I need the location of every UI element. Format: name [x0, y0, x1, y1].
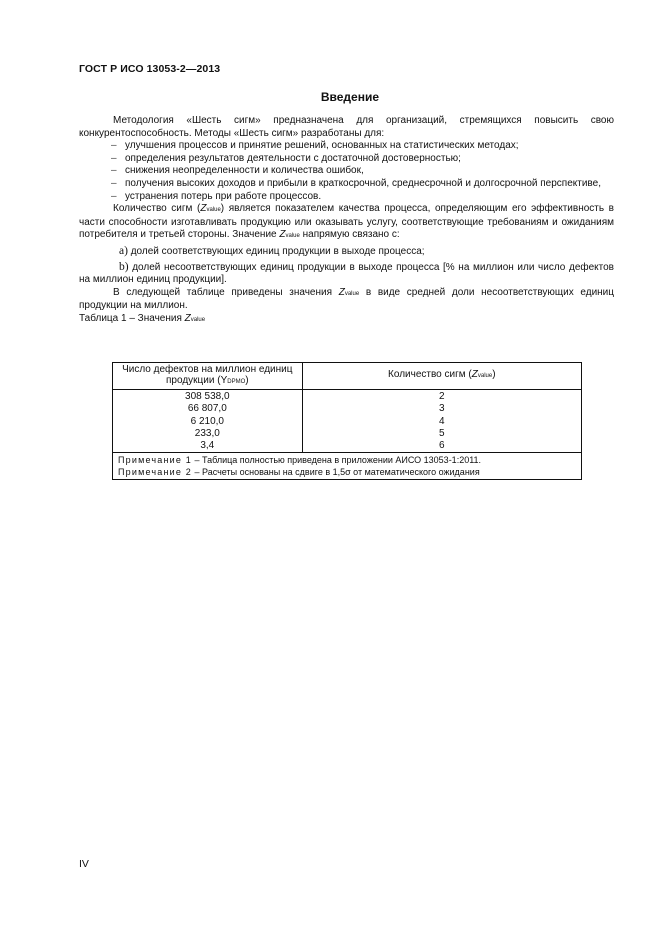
sigma-column	[302, 390, 581, 453]
standard-number: ГОСТ Р ИСО 13053-2—2013	[79, 63, 221, 75]
page-number: IV	[79, 858, 89, 870]
text-run: Количество сигм (	[113, 203, 201, 215]
sigma-value: 3	[439, 403, 445, 415]
dash-marker: –	[111, 190, 117, 202]
item-marker: a)	[119, 244, 128, 257]
z-subscript: value	[190, 316, 206, 323]
list-item	[79, 140, 614, 153]
dpmo-value: 6 210,0	[190, 415, 224, 427]
table-note-1	[118, 454, 576, 466]
list-item	[79, 153, 614, 166]
sigma-table	[112, 362, 582, 480]
dash-marker: –	[111, 140, 117, 152]
dash-marker: –	[111, 177, 117, 189]
text-run: В следующей таблице приведены значения	[113, 286, 339, 298]
text-run: напрямую связано с:	[299, 229, 400, 241]
z-symbol: Z	[471, 369, 478, 381]
header-text: Число дефектов на миллион единиц	[122, 363, 293, 375]
note-label: Примечание 1	[118, 455, 192, 466]
note-text: – Расчеты основаны на сдвиге в 1,5σ от математического ожидания	[192, 467, 480, 478]
note-text: – Таблица полностью приведена в приложении АИСО 13053-1:2011.	[192, 455, 482, 466]
list-item-text: устранения потерь при работе процессов.	[125, 190, 322, 202]
table-row	[113, 390, 582, 453]
list-item-text: определения результатов деятельности с достаточной достоверностью;	[125, 152, 461, 164]
list-item	[79, 178, 614, 191]
paragraph-sigma-count	[79, 203, 614, 243]
z-symbol: Z	[279, 229, 286, 241]
header-sigma	[302, 363, 581, 390]
z-symbol: Z	[200, 203, 207, 215]
header-text: )	[245, 375, 249, 386]
item-marker: b)	[119, 260, 129, 273]
z-subscript: value	[285, 233, 300, 240]
table-notes-row	[113, 453, 582, 480]
header-dpmo	[113, 363, 303, 390]
dpmo-value: 308 538,0	[185, 391, 230, 402]
dash-marker: –	[111, 152, 117, 164]
text-run: в виде средней доли несоответствующих единиц продукции на миллион.	[79, 286, 614, 312]
list-item	[79, 191, 614, 204]
dpmo-column	[113, 390, 303, 453]
caption-text: Таблица 1 – Значения	[79, 312, 185, 324]
sigma-value: 6	[439, 440, 445, 452]
z-subscript: value	[477, 373, 493, 380]
list-item	[79, 165, 614, 178]
z-subscript: value	[206, 207, 221, 214]
sigma-value: 4	[439, 415, 445, 427]
z-symbol: Z	[184, 312, 191, 324]
table-note-2	[118, 466, 576, 478]
dpmo-value: 3,4	[200, 440, 215, 452]
header-text: продукции (	[166, 375, 221, 386]
dpmo-value: 66 807,0	[187, 403, 227, 415]
paragraph-methodology: Методология «Шесть сигм» предназначена для организаций, стремящихся повысить свою конкурентоспособность. Методы «Шесть сигм» разработаны для:	[79, 115, 614, 139]
list-item-a	[79, 245, 614, 259]
note-label: Примечание 2	[118, 467, 192, 478]
list-item-text: долей несоответствующих единиц продукции в выходе процесса [% на миллион или число дефектов на миллион единиц продукции].	[79, 261, 614, 286]
paragraph-table-intro	[79, 287, 614, 313]
sigma-value: 2	[439, 391, 445, 402]
y-symbol: Y	[220, 375, 228, 386]
header-text: )	[492, 369, 496, 381]
dpmo-value: 233,0	[194, 427, 220, 439]
z-symbol: Z	[338, 286, 345, 298]
dash-marker: –	[111, 165, 117, 177]
section-title: Введение	[320, 90, 379, 104]
text-run: ) является показателем качества процесса, определяющим его эффективность в части способности изготавливать продукцию или оказывать услугу, соответствующие требованиям и ожиданиям потребителя и третьей стороны. Значение	[79, 203, 614, 241]
dpmo-subscript: DPMO	[227, 379, 246, 385]
list-item-text: снижения неопределенности и количества ошибок,	[125, 165, 364, 177]
introduction-text	[79, 115, 614, 327]
z-subscript: value	[344, 290, 360, 297]
table-caption	[79, 313, 614, 327]
list-item-text: улучшения процессов и принятие решений, основанных на статистических методах;	[125, 140, 519, 152]
header-text: Количество сигм (	[388, 369, 472, 381]
sigma-value: 5	[439, 427, 445, 439]
table-notes	[113, 453, 582, 480]
list-item-text: долей соответствующих единиц продукции в выходе процесса;	[127, 245, 425, 257]
table-header-row	[113, 363, 582, 390]
list-item-b	[79, 261, 614, 287]
list-item-text: получения высоких доходов и прибыли в краткосрочной, среднесрочной и долгосрочной перспективе,	[125, 177, 601, 189]
